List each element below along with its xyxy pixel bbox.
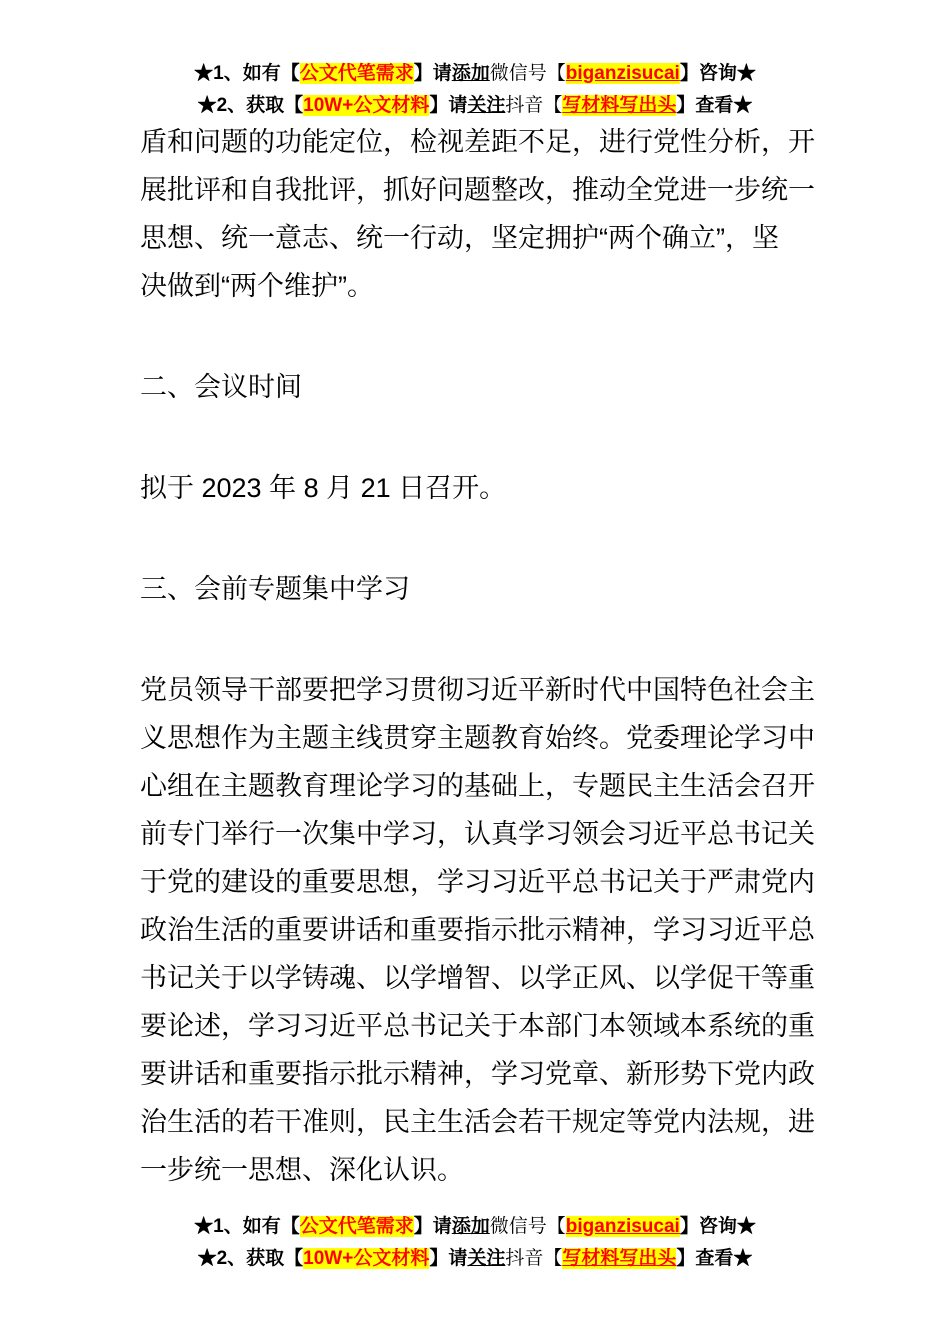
notice-line-1 bbox=[0, 1211, 950, 1243]
document-body bbox=[140, 118, 815, 1194]
notice-text: 】请 bbox=[413, 1216, 452, 1237]
highlighted-term-writing-service: 公文代笔需求 bbox=[299, 1216, 414, 1237]
notice-text: ★2、获取【 bbox=[197, 1248, 304, 1269]
body-text-line: 治生活的若干准则，民主生活会若干规定等党内法规，进 bbox=[140, 1107, 815, 1137]
highlighted-term-materials: 10W+公文材料 bbox=[303, 95, 430, 116]
notice-text: 微信号【 bbox=[489, 63, 566, 84]
section-heading-pre-meeting-study bbox=[140, 565, 815, 613]
highlighted-wechat-id: biganzisucai bbox=[565, 63, 680, 84]
highlighted-wechat-id: biganzisucai bbox=[565, 1216, 680, 1237]
body-text-line: 拟于 2023 年 8 月 21 日召开。 bbox=[140, 473, 507, 503]
highlighted-douyin-account: 写材料写出头 bbox=[562, 95, 677, 116]
body-text-line: 于党的建设的重要思想，学习习近平总书记关于严肃党内 bbox=[140, 867, 815, 897]
body-text-line: 党员领导干部要把学习贯彻习近平新时代中国特色社会主 bbox=[140, 675, 815, 705]
notice-text: 】请 bbox=[413, 63, 452, 84]
body-text-line: 前专门举行一次集中学习，认真学习领会习近平总书记关 bbox=[140, 819, 815, 849]
notice-text: 抖音【 bbox=[505, 1248, 563, 1269]
underlined-word-add: 添加 bbox=[451, 1216, 490, 1237]
body-text-line: 展批评和自我批评，抓好问题整改，推动全党进一步统一 bbox=[140, 175, 815, 205]
notice-text: 】咨询★ bbox=[679, 1216, 756, 1237]
notice-line-2 bbox=[0, 1243, 950, 1275]
notice-text: 微信号【 bbox=[489, 1216, 566, 1237]
section-heading-meeting-time bbox=[140, 363, 815, 411]
notice-text: 】查看★ bbox=[676, 95, 753, 116]
body-text-line: 决做到“两个维护”。 bbox=[140, 271, 374, 301]
body-text-line: 政治生活的重要讲话和重要指示批示精神，学习习近平总 bbox=[140, 915, 815, 945]
body-text-line: 盾和问题的功能定位，检视差距不足，进行党性分析，开 bbox=[140, 127, 815, 157]
notice-text: 抖音【 bbox=[505, 95, 563, 116]
heading-text: 三、会前专题集中学习 bbox=[140, 574, 410, 604]
body-text-line: 义思想作为主题主线贯穿主题教育始终。党委理论学习中 bbox=[140, 723, 815, 753]
body-text-line: 思想、统一意志、统一行动，坚定拥护“两个确立”，坚 bbox=[140, 223, 779, 253]
notice-text: ★2、获取【 bbox=[197, 95, 304, 116]
body-text-line: 要讲话和重要指示批示精神，学习党章、新形势下党内政 bbox=[140, 1059, 815, 1089]
underlined-word-follow: 关注 bbox=[467, 1248, 506, 1269]
underlined-word-follow: 关注 bbox=[467, 95, 506, 116]
notice-text: 】请 bbox=[429, 95, 468, 116]
paragraph-study-requirements bbox=[140, 666, 815, 1194]
notice-text: 】查看★ bbox=[676, 1248, 753, 1269]
notice-line-1 bbox=[0, 58, 950, 90]
highlighted-term-writing-service: 公文代笔需求 bbox=[299, 63, 414, 84]
notice-text: ★1、如有【 bbox=[194, 63, 300, 84]
highlighted-douyin-account: 写材料写出头 bbox=[562, 1248, 677, 1269]
notice-text: 】咨询★ bbox=[679, 63, 756, 84]
header-notice bbox=[0, 58, 950, 122]
underlined-word-add: 添加 bbox=[451, 63, 490, 84]
body-text-line: 要论述，学习习近平总书记关于本部门本领域本系统的重 bbox=[140, 1011, 815, 1041]
paragraph-continuation bbox=[140, 118, 815, 310]
footer-notice bbox=[0, 1211, 950, 1275]
heading-text: 二、会议时间 bbox=[140, 372, 302, 402]
notice-text: ★1、如有【 bbox=[194, 1216, 300, 1237]
body-text-line: 一步统一思想、深化认识。 bbox=[140, 1155, 464, 1185]
body-text-line: 书记关于以学铸魂、以学增智、以学正风、以学促干等重 bbox=[140, 963, 815, 993]
body-text-line: 心组在主题教育理论学习的基础上，专题民主生活会召开 bbox=[140, 771, 815, 801]
paragraph-meeting-time bbox=[140, 464, 815, 512]
notice-text: 】请 bbox=[429, 1248, 468, 1269]
highlighted-term-materials: 10W+公文材料 bbox=[303, 1248, 430, 1269]
